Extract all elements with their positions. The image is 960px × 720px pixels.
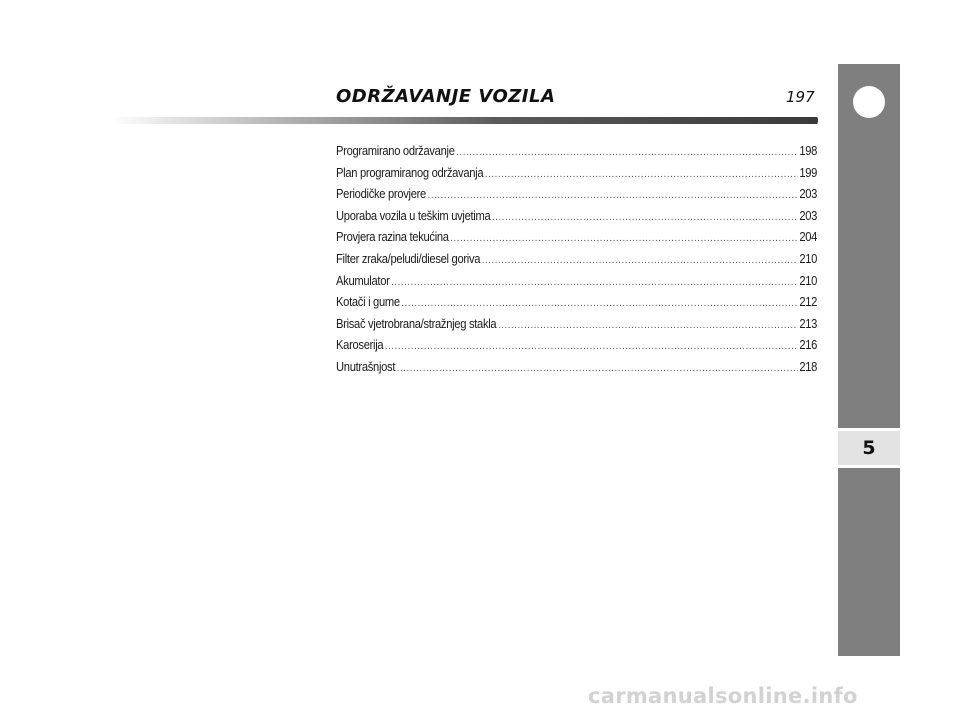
toc-entry[interactable]: [336, 248, 817, 270]
toc-entry-page: 216: [799, 337, 818, 353]
toc-entry[interactable]: [336, 334, 817, 356]
toc-entry-label: Uporaba vozila u teškim uvjetima: [336, 207, 491, 223]
toc-entry-page: 218: [799, 358, 818, 374]
toc-leader-dots: [428, 185, 798, 207]
toc-entry[interactable]: [336, 270, 817, 292]
toc-leader-dots: [397, 358, 798, 380]
toc-leader-dots: [456, 142, 797, 164]
toc-entry[interactable]: [336, 313, 817, 335]
toc-leader-dots: [492, 207, 797, 229]
header-divider: [110, 117, 818, 124]
toc-entry-label: Programirano održavanje: [336, 143, 455, 158]
toc-entry-page: 212: [799, 294, 818, 310]
toc-entry-label: Unutrašnjost: [336, 358, 396, 374]
toc-entry-page: 210: [799, 272, 818, 288]
toc-entry-label: Plan programiranog održavanja: [336, 164, 484, 180]
toc-leader-dots: [402, 293, 798, 315]
toc-entry[interactable]: [336, 226, 817, 248]
toc-entry-page: 210: [799, 250, 818, 266]
page-title: ODRŽAVANJE VOZILA: [336, 86, 556, 107]
toc-entry-label: Kotači i gume: [336, 294, 400, 310]
toc-entry[interactable]: [336, 291, 817, 313]
toc-leader-dots: [450, 228, 797, 250]
toc-entry-label: Periodičke provjere: [336, 186, 426, 202]
toc-entry-label: Akumulator: [336, 272, 390, 288]
toc-entry-page: 198: [799, 143, 818, 158]
toc-entry-page: 203: [799, 186, 818, 202]
toc-entry-label: Brisač vjetrobrana/stražnjeg stakla: [336, 315, 497, 331]
chapter-number-box: [838, 428, 900, 468]
toc-leader-dots: [385, 336, 798, 358]
chapter-marker-icon: [853, 86, 885, 118]
watermark: carmanualsonline.info: [588, 684, 858, 708]
toc-entry-page: 213: [799, 315, 818, 331]
toc-entry-label: Filter zraka/peludi/diesel goriva: [336, 250, 481, 266]
chapter-number: 5: [862, 437, 876, 459]
toc-entry-label: Karoserija: [336, 337, 384, 353]
toc-entry[interactable]: [336, 356, 817, 378]
toc-leader-dots: [482, 250, 798, 272]
toc-entry-page: 199: [799, 164, 818, 180]
toc-entry[interactable]: [336, 183, 817, 205]
table-of-contents: [336, 140, 817, 378]
toc-entry-label: Provjera razina tekućina: [336, 229, 449, 245]
toc-entry-page: 204: [799, 229, 818, 245]
toc-leader-dots: [498, 315, 798, 337]
page-number: 197: [786, 88, 815, 106]
toc-leader-dots: [391, 272, 797, 294]
toc-leader-dots: [485, 164, 798, 186]
toc-entry-page: 203: [799, 207, 818, 223]
chapter-side-tab: [838, 64, 900, 656]
toc-entry[interactable]: [336, 140, 817, 162]
toc-entry[interactable]: [336, 205, 817, 227]
toc-entry[interactable]: [336, 162, 817, 184]
